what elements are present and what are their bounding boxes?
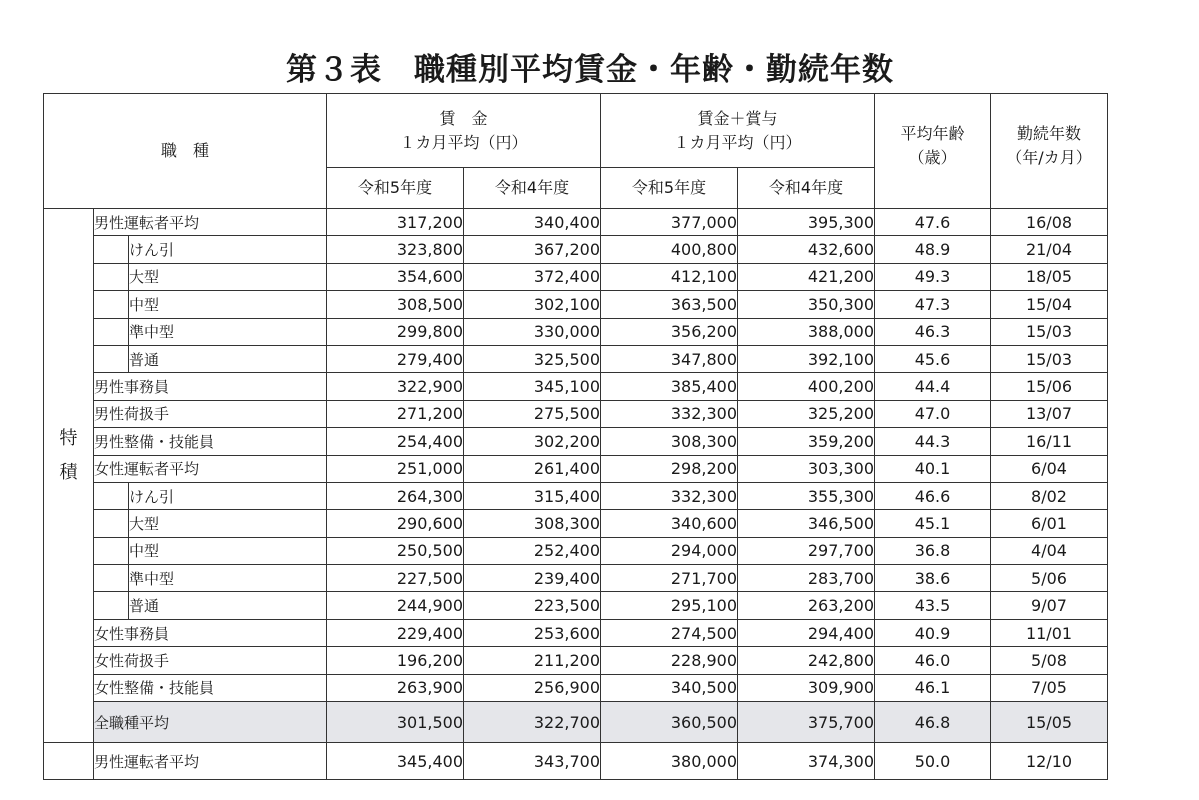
cell-age: 45.1 [875, 510, 991, 537]
row-name: 準中型 [129, 318, 327, 345]
cell-tenure: 6/01 [991, 510, 1108, 537]
cell-b5: 400,800 [601, 236, 738, 263]
average-b5: 360,500 [601, 702, 738, 743]
row-name: 大型 [129, 510, 327, 537]
header-wage-bonus [601, 94, 875, 168]
header-age-line1: 平均年齢 [900, 124, 965, 143]
cell-b5: 385,400 [601, 373, 738, 400]
indent-cell [94, 565, 129, 592]
table-row [44, 482, 1108, 509]
cell-w4: 302,200 [464, 428, 601, 455]
average-tenure: 15/05 [991, 702, 1108, 743]
header-wage-line2: １カ月平均（円） [399, 132, 528, 152]
indent-cell [94, 592, 129, 619]
average-row [44, 702, 1108, 743]
cell-tenure: 9/07 [991, 592, 1108, 619]
table-row [44, 565, 1108, 592]
cell-w4: 325,500 [464, 345, 601, 372]
cell-w5: 354,600 [327, 263, 464, 290]
header-wage-r4: 令和4年度 [464, 168, 601, 209]
table-row [44, 291, 1108, 318]
row-name: 中型 [129, 537, 327, 564]
cell-b4: 283,700 [738, 565, 875, 592]
table-row [44, 400, 1108, 427]
cell-w4: 345,100 [464, 373, 601, 400]
cell-b5: 412,100 [601, 263, 738, 290]
indent-cell [94, 482, 129, 509]
cell-w4: 252,400 [464, 537, 601, 564]
cell-b4: 294,400 [738, 619, 875, 646]
cell-tenure: 5/06 [991, 565, 1108, 592]
cell-age: 49.3 [875, 263, 991, 290]
next-group-label [44, 743, 94, 780]
row-name: 男性運転者平均 [94, 743, 327, 780]
cell-tenure: 16/08 [991, 209, 1108, 236]
cell-age: 44.3 [875, 428, 991, 455]
cell-b5: 380,000 [601, 743, 738, 780]
cell-w4: 340,400 [464, 209, 601, 236]
header-occupation: 職 種 [44, 94, 327, 209]
indent-cell [94, 318, 129, 345]
cell-w5: 196,200 [327, 647, 464, 674]
cell-w4: 372,400 [464, 263, 601, 290]
cell-b5: 295,100 [601, 592, 738, 619]
table-row [44, 236, 1108, 263]
row-name: 男性整備・技能員 [94, 428, 327, 455]
row-name: 普通 [129, 345, 327, 372]
cell-w5: 308,500 [327, 291, 464, 318]
cell-b4: 303,300 [738, 455, 875, 482]
cell-tenure: 12/10 [991, 743, 1108, 780]
cell-w4: 367,200 [464, 236, 601, 263]
cell-w4: 275,500 [464, 400, 601, 427]
cell-tenure: 8/02 [991, 482, 1108, 509]
group-label-char: 特 [59, 427, 78, 449]
cell-b4: 263,200 [738, 592, 875, 619]
cell-w4: 211,200 [464, 647, 601, 674]
row-name: 男性運転者平均 [94, 209, 327, 236]
header-tenure-line2: （年/カ月） [1006, 148, 1092, 167]
cell-b4: 325,200 [738, 400, 875, 427]
header-wage-r5: 令和5年度 [327, 168, 464, 209]
group-label-char: 積 [59, 461, 78, 483]
cell-b4: 432,600 [738, 236, 875, 263]
cell-age: 47.6 [875, 209, 991, 236]
indent-cell [94, 510, 129, 537]
cell-w4: 302,100 [464, 291, 601, 318]
average-name: 全職種平均 [94, 702, 327, 743]
table-row [44, 619, 1108, 646]
table-row [44, 428, 1108, 455]
cell-b4: 242,800 [738, 647, 875, 674]
cell-w5: 263,900 [327, 674, 464, 701]
indent-cell [94, 291, 129, 318]
cell-w5: 251,000 [327, 455, 464, 482]
average-b4: 375,700 [738, 702, 875, 743]
cell-w4: 261,400 [464, 455, 601, 482]
row-name: 女性荷扱手 [94, 647, 327, 674]
row-name: 中型 [129, 291, 327, 318]
cell-b5: 377,000 [601, 209, 738, 236]
cell-age: 43.5 [875, 592, 991, 619]
header-wage-line1: 賃 金 [439, 108, 488, 128]
cell-age: 47.0 [875, 400, 991, 427]
cell-w5: 345,400 [327, 743, 464, 780]
row-name: 女性事務員 [94, 619, 327, 646]
header-bonus-r4: 令和4年度 [738, 168, 875, 209]
cell-tenure: 4/04 [991, 537, 1108, 564]
table-row [44, 674, 1108, 701]
cell-b5: 340,600 [601, 510, 738, 537]
cell-w4: 330,000 [464, 318, 601, 345]
average-w4: 322,700 [464, 702, 601, 743]
row-name: 女性整備・技能員 [94, 674, 327, 701]
cell-b4: 359,200 [738, 428, 875, 455]
group-label [44, 209, 94, 743]
table-row [44, 510, 1108, 537]
cell-b4: 374,300 [738, 743, 875, 780]
cell-b5: 332,300 [601, 400, 738, 427]
cell-age: 36.8 [875, 537, 991, 564]
cell-w5: 290,600 [327, 510, 464, 537]
cell-age: 44.4 [875, 373, 991, 400]
header-tenure [991, 94, 1108, 209]
cell-tenure: 13/07 [991, 400, 1108, 427]
table-row [44, 743, 1108, 780]
header-tenure-line1: 勤続年数 [1016, 124, 1081, 143]
header-wage [327, 94, 601, 168]
cell-w5: 227,500 [327, 565, 464, 592]
cell-age: 46.6 [875, 482, 991, 509]
cell-age: 50.0 [875, 743, 991, 780]
cell-w5: 254,400 [327, 428, 464, 455]
cell-age: 40.9 [875, 619, 991, 646]
cell-b5: 228,900 [601, 647, 738, 674]
cell-w5: 229,400 [327, 619, 464, 646]
cell-w5: 279,400 [327, 345, 464, 372]
table-title: 第３表 職種別平均賃金・年齢・勤続年数 [286, 52, 894, 88]
cell-b4: 421,200 [738, 263, 875, 290]
cell-b5: 347,800 [601, 345, 738, 372]
cell-b5: 274,500 [601, 619, 738, 646]
cell-b4: 400,200 [738, 373, 875, 400]
cell-tenure: 16/11 [991, 428, 1108, 455]
cell-w4: 223,500 [464, 592, 601, 619]
cell-w5: 244,900 [327, 592, 464, 619]
cell-age: 40.1 [875, 455, 991, 482]
cell-w4: 239,400 [464, 565, 601, 592]
wage-table [43, 93, 1108, 780]
average-age: 46.8 [875, 702, 991, 743]
row-name: 男性事務員 [94, 373, 327, 400]
table-row [44, 345, 1108, 372]
cell-tenure: 15/03 [991, 318, 1108, 345]
cell-w5: 250,500 [327, 537, 464, 564]
row-name: 普通 [129, 592, 327, 619]
cell-tenure: 7/05 [991, 674, 1108, 701]
header-wage-bonus-line1: 賃金＋賞与 [697, 108, 778, 128]
cell-age: 48.9 [875, 236, 991, 263]
cell-tenure: 21/04 [991, 236, 1108, 263]
row-name: 女性運転者平均 [94, 455, 327, 482]
cell-tenure: 15/03 [991, 345, 1108, 372]
cell-b5: 298,200 [601, 455, 738, 482]
cell-w4: 315,400 [464, 482, 601, 509]
table-row [44, 647, 1108, 674]
cell-tenure: 5/08 [991, 647, 1108, 674]
cell-b4: 297,700 [738, 537, 875, 564]
cell-w5: 322,900 [327, 373, 464, 400]
cell-age: 45.6 [875, 345, 991, 372]
indent-cell [94, 345, 129, 372]
row-name: 大型 [129, 263, 327, 290]
table-row [44, 373, 1108, 400]
cell-tenure: 15/06 [991, 373, 1108, 400]
cell-b4: 395,300 [738, 209, 875, 236]
table-row [44, 318, 1108, 345]
cell-w4: 253,600 [464, 619, 601, 646]
cell-b5: 308,300 [601, 428, 738, 455]
cell-w5: 271,200 [327, 400, 464, 427]
cell-w5: 317,200 [327, 209, 464, 236]
cell-w5: 264,300 [327, 482, 464, 509]
indent-cell [94, 263, 129, 290]
cell-w4: 308,300 [464, 510, 601, 537]
row-name: 男性荷扱手 [94, 400, 327, 427]
indent-cell [94, 537, 129, 564]
table-row [44, 455, 1108, 482]
cell-tenure: 15/04 [991, 291, 1108, 318]
cell-b5: 340,500 [601, 674, 738, 701]
cell-b5: 271,700 [601, 565, 738, 592]
cell-b4: 388,000 [738, 318, 875, 345]
cell-b4: 350,300 [738, 291, 875, 318]
cell-w4: 343,700 [464, 743, 601, 780]
cell-b5: 356,200 [601, 318, 738, 345]
table-row [44, 209, 1108, 236]
cell-age: 46.1 [875, 674, 991, 701]
cell-b5: 294,000 [601, 537, 738, 564]
cell-b4: 392,100 [738, 345, 875, 372]
header-bonus-r5: 令和5年度 [601, 168, 738, 209]
header-average-age [875, 94, 991, 209]
cell-w5: 323,800 [327, 236, 464, 263]
table-row [44, 537, 1108, 564]
cell-age: 46.0 [875, 647, 991, 674]
cell-age: 47.3 [875, 291, 991, 318]
cell-age: 38.6 [875, 565, 991, 592]
row-name: けん引 [129, 482, 327, 509]
indent-cell [94, 236, 129, 263]
cell-b4: 346,500 [738, 510, 875, 537]
row-name: 準中型 [129, 565, 327, 592]
header-age-line2: （歳） [908, 148, 957, 167]
average-w5: 301,500 [327, 702, 464, 743]
cell-b5: 363,500 [601, 291, 738, 318]
header-row-1 [44, 94, 1108, 168]
cell-tenure: 18/05 [991, 263, 1108, 290]
cell-tenure: 11/01 [991, 619, 1108, 646]
row-name: けん引 [129, 236, 327, 263]
cell-w5: 299,800 [327, 318, 464, 345]
cell-b5: 332,300 [601, 482, 738, 509]
cell-age: 46.3 [875, 318, 991, 345]
cell-b4: 309,900 [738, 674, 875, 701]
table-row [44, 592, 1108, 619]
header-wage-bonus-line2: １カ月平均（円） [673, 132, 802, 152]
cell-tenure: 6/04 [991, 455, 1108, 482]
cell-w4: 256,900 [464, 674, 601, 701]
cell-b4: 355,300 [738, 482, 875, 509]
table-row [44, 263, 1108, 290]
